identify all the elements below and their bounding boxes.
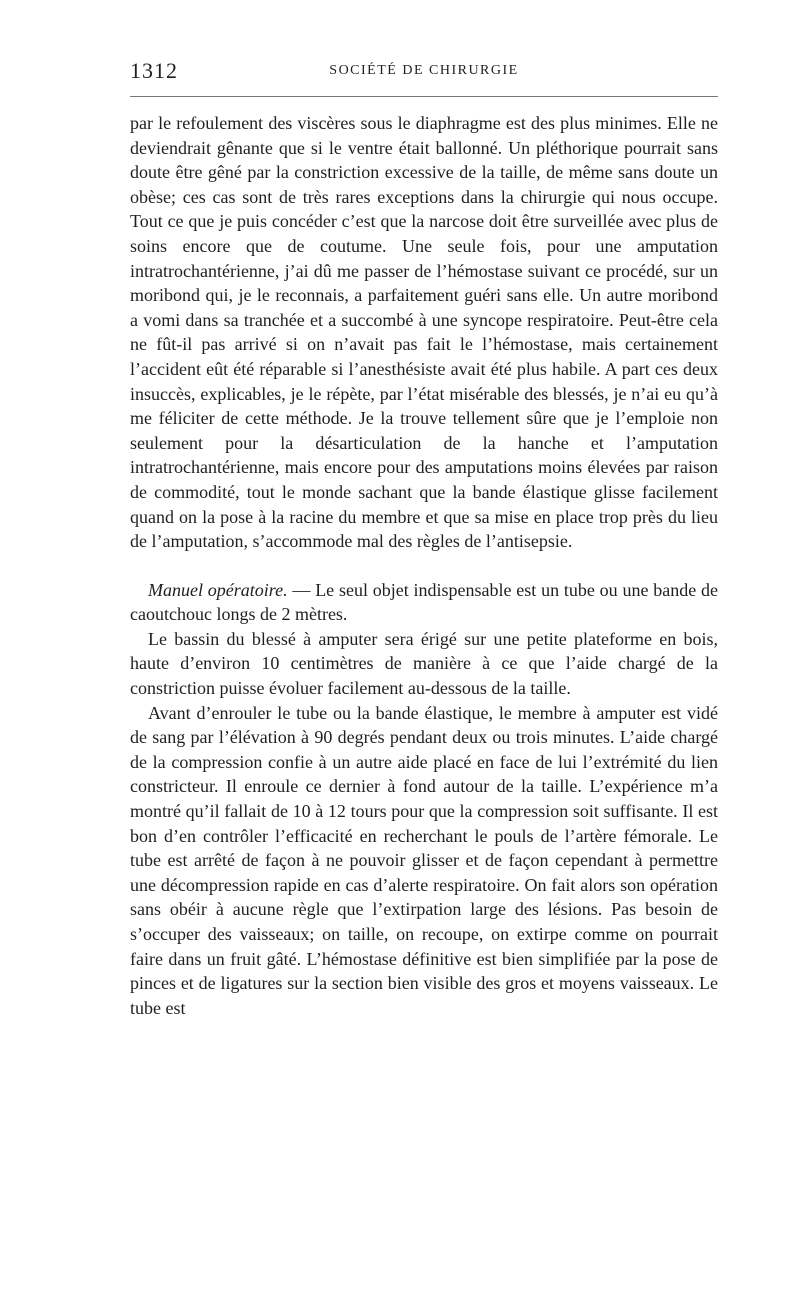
page-header xyxy=(130,0,718,95)
header-rule xyxy=(130,96,718,97)
paragraph-1: par le refoulement des viscères sous le diaphragme est des plus minimes. Elle ne deviendrait gênante que si le ventre était ballonné. Un pléthorique pourrait sans doute être gêné par la constriction excessive de la taille, de même sans doute un obèse; ces cas sont de très rares exceptions dans la chirurgie qui nous occupe. Tout ce que je puis concéder c’est que la narcose doit être surveillée avec plus de soins encore que de coutume. Une seule fois, pour une amputation intratrochantérienne, j’ai dû me passer de l’hémostase suivant ce procédé, sur un moribond qui, je le reconnais, a parfaitement guéri sans elle. Un autre moribond a vomi dans sa tranchée et a succombé à une syncope respiratoire. Peut-être cela ne fût-il pas arrivé si on n’avait pas fait le l’hémostase, mais certainement l’accident eût été réparable si l’anesthésiste avait été plus habile. A part ces deux insuccès, explicables, je le répète, par l’état misérable des blessés, je n’ai eu qu’à me féliciter de cette méthode. Je la trouve tellement sûre que je l’emploie non seulement pour la désarticulation de la hanche et l’amputation intratrochantérienne, mais encore pour des amputations moins élevées par raison de commodité, tout le monde sachant que la bande élastique glisse facilement quand on la pose à la racine du membre et que sa mise en place trop près du lieu de l’amputation, s’accommode mal des règles de l’antisepsie. xyxy=(130,113,718,552)
section-text: — Le seul objet indispensable est un tube ou une bande de caoutchouc longs de 2 mètres. xyxy=(130,579,718,625)
section-paragraph xyxy=(130,578,718,627)
page-number: 1312 xyxy=(130,58,178,83)
paragraph-3: Avant d’enrouler le tube ou la bande élastique, le membre à amputer est vidé de sang par l’élévation à 90 degrés pendant deux ou trois minutes. L’aide chargé de la compression confie à un autre aide placé en face de lui l’extrémité du lien constricteur. Il enroule ce dernier à fond autour de la taille. L’expérience m’a montré qu’il fallait de 10 à 12 tours pour que la compression soit suffisante. Il est bon d’en contrôler l’efficacité en recherchant le pouls de l’artère fémorale. Le tube est arrêté de façon à ne pouvoir glisser et de façon cependant à permettre une décompression rapide en cas d’alerte respiratoire. On fait alors son opération sans obéir à aucune règle que l’extirpation large des lésions. Pas besoin de s’occuper des vaisseaux; on taille, on recoupe, on extirpe comme on pourrait faire dans un fruit gâté. L’hémostase définitive est bien simplifiée par la pose de pinces et de ligatures sur la section bien visible des gros et moyens vaisseaux. Le tube est xyxy=(130,702,718,1018)
section-heading: Manuel opératoire. xyxy=(148,579,288,600)
running-title: SOCIÉTÉ DE CHIRURGIE xyxy=(329,63,519,78)
document-page xyxy=(130,0,718,1018)
body-text xyxy=(130,111,718,1020)
paragraph-2: Le bassin du blessé à amputer sera érigé sur une petite plateforme en bois, haute d’environ 10 centimètres de manière à ce que l’aide chargé de la constriction puisse évoluer facilement au-dessous de la taille. xyxy=(130,628,718,699)
